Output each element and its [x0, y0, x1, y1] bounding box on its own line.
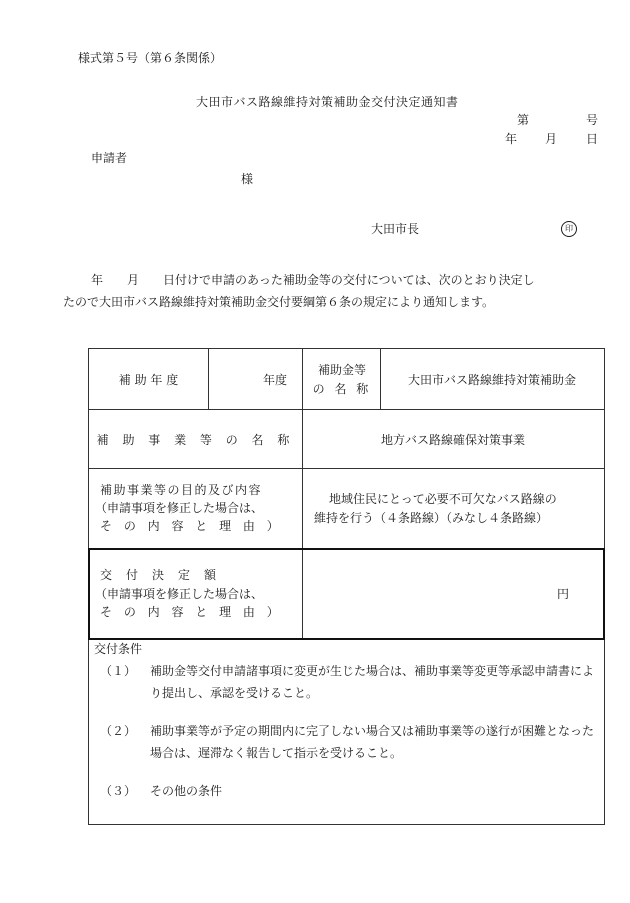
amount-label-3: そ の 内 容 と 理 由 ）: [100, 605, 283, 619]
amount-label-1: 交 付 決 定 額: [100, 568, 218, 582]
condition-3-number: （３）: [100, 784, 137, 798]
project-name-value: [303, 410, 603, 468]
date-day: 日: [586, 132, 599, 146]
condition-1-text: [150, 660, 605, 704]
issuer-mayor: 大田市長: [371, 222, 420, 236]
purpose-value-2: 維持を行う（４条路線）（みなし４条路線）: [314, 511, 549, 525]
condition-2-text-body: 補助事業等が予定の期間内に完了しない場合又は補助事業等の遂行が困難となった場合は、遅滞なく報告して指示を受けること。: [150, 724, 595, 760]
document-title: 大田市バス路線維持対策補助金交付決定通知書: [196, 95, 459, 109]
condition-3-text: [150, 780, 605, 802]
date-year: 年: [505, 132, 518, 146]
condition-2-text: [150, 720, 605, 764]
subsidy-year-label-text: 補 助 年 度: [118, 372, 179, 387]
honorific-sama: 様: [241, 172, 254, 186]
condition-1-text-body: 補助金等交付申請諸事項に変更が生じた場合は、補助事業等変更等承認申請書により提出し、承認を受けること。: [150, 664, 595, 700]
doc-number-go: 号: [586, 113, 599, 127]
purpose-label-1: 補助事業等の目的及び内容: [100, 483, 263, 497]
subsidy-name-value-text: 大田市バス路線維持対策補助金: [407, 372, 576, 387]
conditions-heading: 交付条件: [94, 642, 143, 656]
intro-line-1: 年 月 日付けで申請のあった補助金等の交付については、次のとおり決定し: [91, 273, 535, 287]
applicant-label: 申請者: [91, 151, 128, 165]
condition-2-number: （２）: [100, 724, 137, 738]
subsidy-year-value: 年度: [263, 373, 288, 387]
row-divider-2: [88, 468, 604, 469]
amount-unit-yen: 円: [557, 587, 570, 601]
purpose-label-2: （申請事項を修正した場合は、: [95, 501, 264, 515]
intro-line-2: たので大田市バス路線維持対策補助金交付要綱第６条の規定により通知します。: [63, 295, 495, 309]
seal-mark: 印: [561, 221, 577, 237]
condition-3-text-body: その他の条件: [150, 784, 223, 798]
condition-item-2: [100, 720, 605, 764]
project-name-value-text: 地方バス路線確保対策事業: [380, 432, 525, 447]
date-month: 月: [545, 132, 558, 146]
intro-paragraph: [63, 269, 604, 313]
col-divider-year: [208, 348, 209, 409]
form-header: 様式第５号（第６条関係）: [78, 51, 223, 65]
subsidy-name-value: [381, 349, 603, 409]
purpose-label-3: そ の 内 容 と 理 由 ）: [100, 519, 283, 533]
condition-1-number: （１）: [100, 664, 137, 678]
purpose-value-1: 地域住民にとって必要不可欠なバス路線の: [329, 492, 557, 506]
amount-label-2: （申請事項を修正した場合は、: [95, 587, 264, 601]
subsidy-year-label: [89, 349, 208, 409]
subsidy-name-label-2: の 名 称: [312, 382, 372, 396]
condition-item-1: [100, 660, 605, 704]
project-name-label: [89, 410, 302, 468]
subsidy-name-label-1: 補助金等: [317, 363, 366, 377]
doc-number-dai: 第: [517, 113, 530, 127]
project-name-label-text: 補 助 事 業 等 の 名 称: [96, 432, 295, 447]
condition-item-3: [100, 780, 605, 802]
